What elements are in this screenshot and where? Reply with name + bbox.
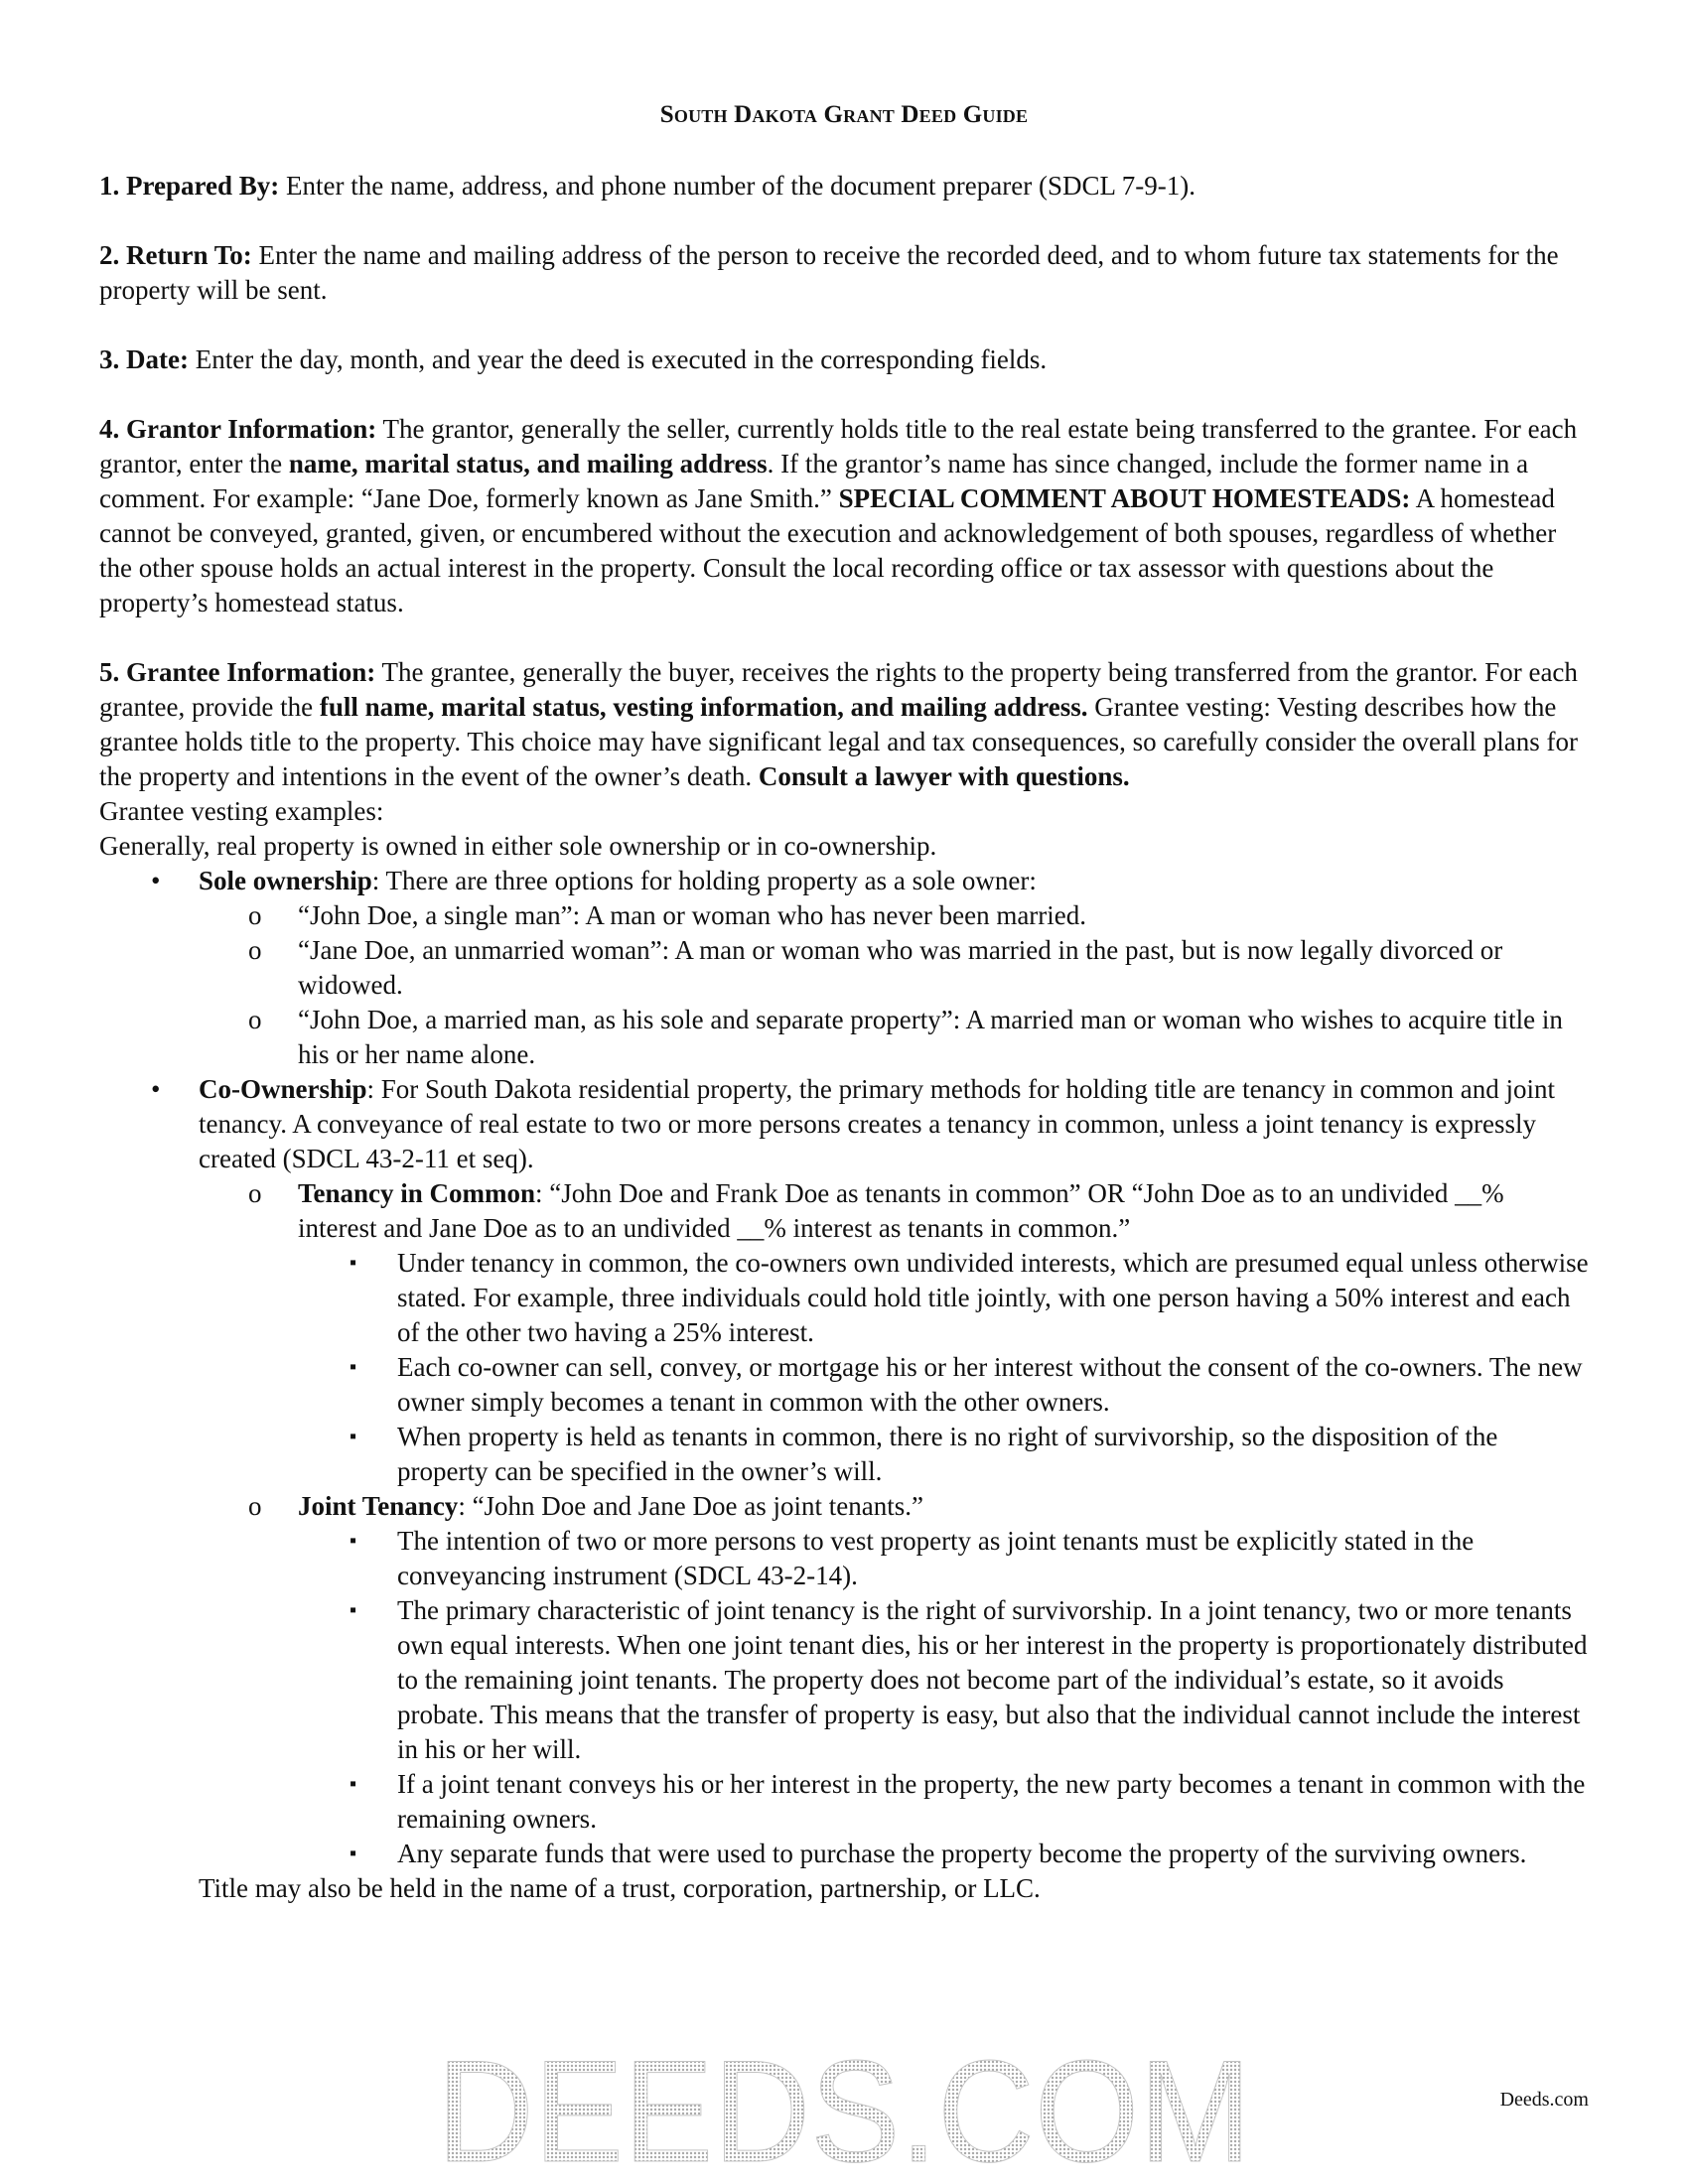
homestead-comment-label: SPECIAL COMMENT ABOUT HOMESTEADS: <box>838 483 1411 513</box>
section-label: 3. Date: <box>99 344 189 374</box>
bullet-square: ▪ <box>350 1773 357 1795</box>
sole-option <box>199 933 1589 1003</box>
footer-brand: Deeds.com <box>1499 2089 1589 2111</box>
section-text: The grantee, generally the buyer, receives the rights to the property being transferred from the grantor. For each grantee, provide the <box>99 657 1578 722</box>
bullet-square: ▪ <box>350 1530 357 1552</box>
bullet-circle: o <box>248 1178 262 1208</box>
tenancy-in-common-label: Tenancy in Common <box>298 1178 536 1208</box>
co-ownership-item <box>99 1072 1589 1871</box>
bullet-circle: o <box>248 900 262 930</box>
document-title: South Dakota Grant Deed Guide <box>659 101 1029 128</box>
detail-item <box>298 1837 1589 1871</box>
section-text: The grantor, generally the seller, currently holds title to the real estate being transferred to the grantee. For each grantor, enter the <box>99 414 1578 478</box>
document-body <box>99 169 1589 1906</box>
bullet-square: ▪ <box>350 1599 357 1621</box>
deeds-watermark-logo <box>427 2040 1261 2169</box>
detail-item <box>298 1350 1589 1420</box>
watermark-text: DEEDS.COM <box>437 2040 1251 2169</box>
joint-tenancy-item <box>199 1489 1589 1871</box>
bullet-dot: • <box>151 866 161 895</box>
sole-ownership-options <box>199 898 1589 1072</box>
detail-text: The intention of two or more persons to vest property as joint tenants must be explicitly stated in the conveyancing instrument (SDCL 43-2-14). <box>397 1526 1475 1590</box>
sole-ownership-item <box>99 864 1589 1072</box>
detail-item <box>298 1593 1589 1767</box>
section-text: Enter the name and mailing address of the person to receive the recorded deed, and to whom future tax statements for the property will be sent. <box>99 240 1559 305</box>
vesting-examples-heading: Grantee vesting examples: <box>99 796 384 826</box>
section-date <box>99 342 1589 377</box>
section-label: 1. Prepared By: <box>99 171 280 201</box>
detail-text: Any separate funds that were used to purchase the property become the property of the surviving owners. <box>397 1839 1527 1868</box>
detail-text: When property is held as tenants in common, there is no right of survivorship, so the disposition of the property can be specified in the owner’s will. <box>397 1422 1498 1486</box>
section-text: Enter the day, month, and year the deed is executed in the corresponding fields. <box>188 344 1048 374</box>
sole-option-text: “John Doe, a married man, as his sole and separate property”: A married man or woman who wishes to acquire title in his or her name alone. <box>298 1005 1563 1069</box>
bullet-dot: • <box>151 1074 161 1104</box>
sole-option-text: “Jane Doe, an unmarried woman”: A man or woman who was married in the past, but is now legally divorced or widowed. <box>298 935 1503 1000</box>
section-emphasis: name, marital status, and mailing address <box>288 449 768 478</box>
tenancy-in-common-item <box>199 1176 1589 1489</box>
sole-option <box>199 898 1589 933</box>
ownership-intro: Generally, real property is owned in either sole ownership or in co-ownership. <box>99 831 937 861</box>
bullet-circle: o <box>248 1005 262 1034</box>
section-text: A homestead cannot be conveyed, granted, given, or encumbered without the execution and acknowledgement of both spouses, regardless of whether the other spouse holds an actual interest in the property. Consult the local recording office or tax assessor with questions about the property’s homestead status. <box>99 483 1557 617</box>
detail-text: Under tenancy in common, the co-owners own undivided interests, which are presumed equal unless otherwise stated. For example, three individuals could hold title jointly, with one person having a 50% interest and each of the other two having a 25% interest. <box>397 1248 1589 1347</box>
section-label: 4. Grantor Information: <box>99 414 377 444</box>
joint-tenancy-details <box>298 1524 1589 1871</box>
section-grantee-information <box>99 655 1589 1906</box>
co-ownership-types <box>199 1176 1589 1871</box>
detail-item <box>298 1767 1589 1837</box>
detail-text: Each co-owner can sell, convey, or mortgage his or her interest without the consent of the co-owners. The new owner simply becomes a tenant in common with the other owners. <box>397 1352 1583 1417</box>
bullet-circle: o <box>248 935 262 965</box>
section-return-to <box>99 238 1589 308</box>
section-text: . If the grantor’s name has since changed, include the former name in a comment. For example: “Jane Doe, formerly known as Jane Smith.” <box>99 449 1529 513</box>
section-prepared-by <box>99 169 1589 204</box>
section-grantor-information <box>99 412 1589 620</box>
joint-tenancy-text: : “John Doe and Jane Doe as joint tenants.” <box>458 1491 923 1521</box>
sole-ownership-label: Sole ownership <box>199 866 372 895</box>
detail-item <box>298 1420 1589 1489</box>
section-label: 5. Grantee Information: <box>99 657 376 687</box>
co-ownership-text: : For South Dakota residential property, the primary methods for holding title are tenancy in common and joint tenancy. A conveyance of real estate to two or more persons creates a tenancy in common, unless a joint tenancy is expressly created (SDCL 43-2-11 et seq). <box>199 1074 1555 1173</box>
grantee-paragraph <box>99 655 1589 794</box>
section-text: Grantee vesting: Vesting describes how the grantee holds title to the property. This choice may have significant legal and tax consequences, so carefully consider the overall plans for the property and intentions in the event of the owner’s death. <box>99 692 1578 791</box>
closing-note: Title may also be held in the name of a trust, corporation, partnership, or LLC. <box>199 1873 1041 1903</box>
detail-item <box>298 1524 1589 1593</box>
co-ownership-label: Co-Ownership <box>199 1074 367 1104</box>
bullet-square: ▪ <box>350 1356 357 1378</box>
bullet-square: ▪ <box>350 1252 357 1274</box>
sole-option <box>199 1003 1589 1072</box>
section-emphasis: full name, marital status, vesting information, and mailing address. <box>319 692 1088 722</box>
joint-tenancy-label: Joint Tenancy <box>298 1491 459 1521</box>
tenancy-in-common-text: : “John Doe and Frank Doe as tenants in common” OR “John Doe as to an undivided __% interest and Jane Doe as to an undivided __% interest as tenants in common.” <box>298 1178 1504 1243</box>
ownership-types-list <box>99 864 1589 1871</box>
detail-text: The primary characteristic of joint tenancy is the right of survivorship. In a joint tenancy, two or more tenants own equal interests. When one joint tenant dies, his or her interest in the property is proportionately distributed to the remaining joint tenants. The property does not become part of the individual’s estate, so it avoids probate. This means that the transfer of property is easy, but also that the individual cannot include the interest in his or her will. <box>397 1595 1588 1764</box>
bullet-square: ▪ <box>350 1843 357 1864</box>
detail-item <box>298 1246 1589 1350</box>
bullet-square: ▪ <box>350 1426 357 1447</box>
sole-ownership-text: : There are three options for holding property as a sole owner: <box>371 866 1037 895</box>
sole-option-text: “John Doe, a single man”: A man or woman who has never been married. <box>298 900 1087 930</box>
tenancy-in-common-details <box>298 1246 1589 1489</box>
detail-text: If a joint tenant conveys his or her interest in the property, the new party becomes a tenant in common with the remaining owners. <box>397 1769 1586 1834</box>
bullet-circle: o <box>248 1491 262 1521</box>
section-label: 2. Return To: <box>99 240 252 270</box>
consult-lawyer-note: Consult a lawyer with questions. <box>758 761 1130 791</box>
section-text: Enter the name, address, and phone number of the document preparer (SDCL 7-9-1). <box>279 171 1196 201</box>
